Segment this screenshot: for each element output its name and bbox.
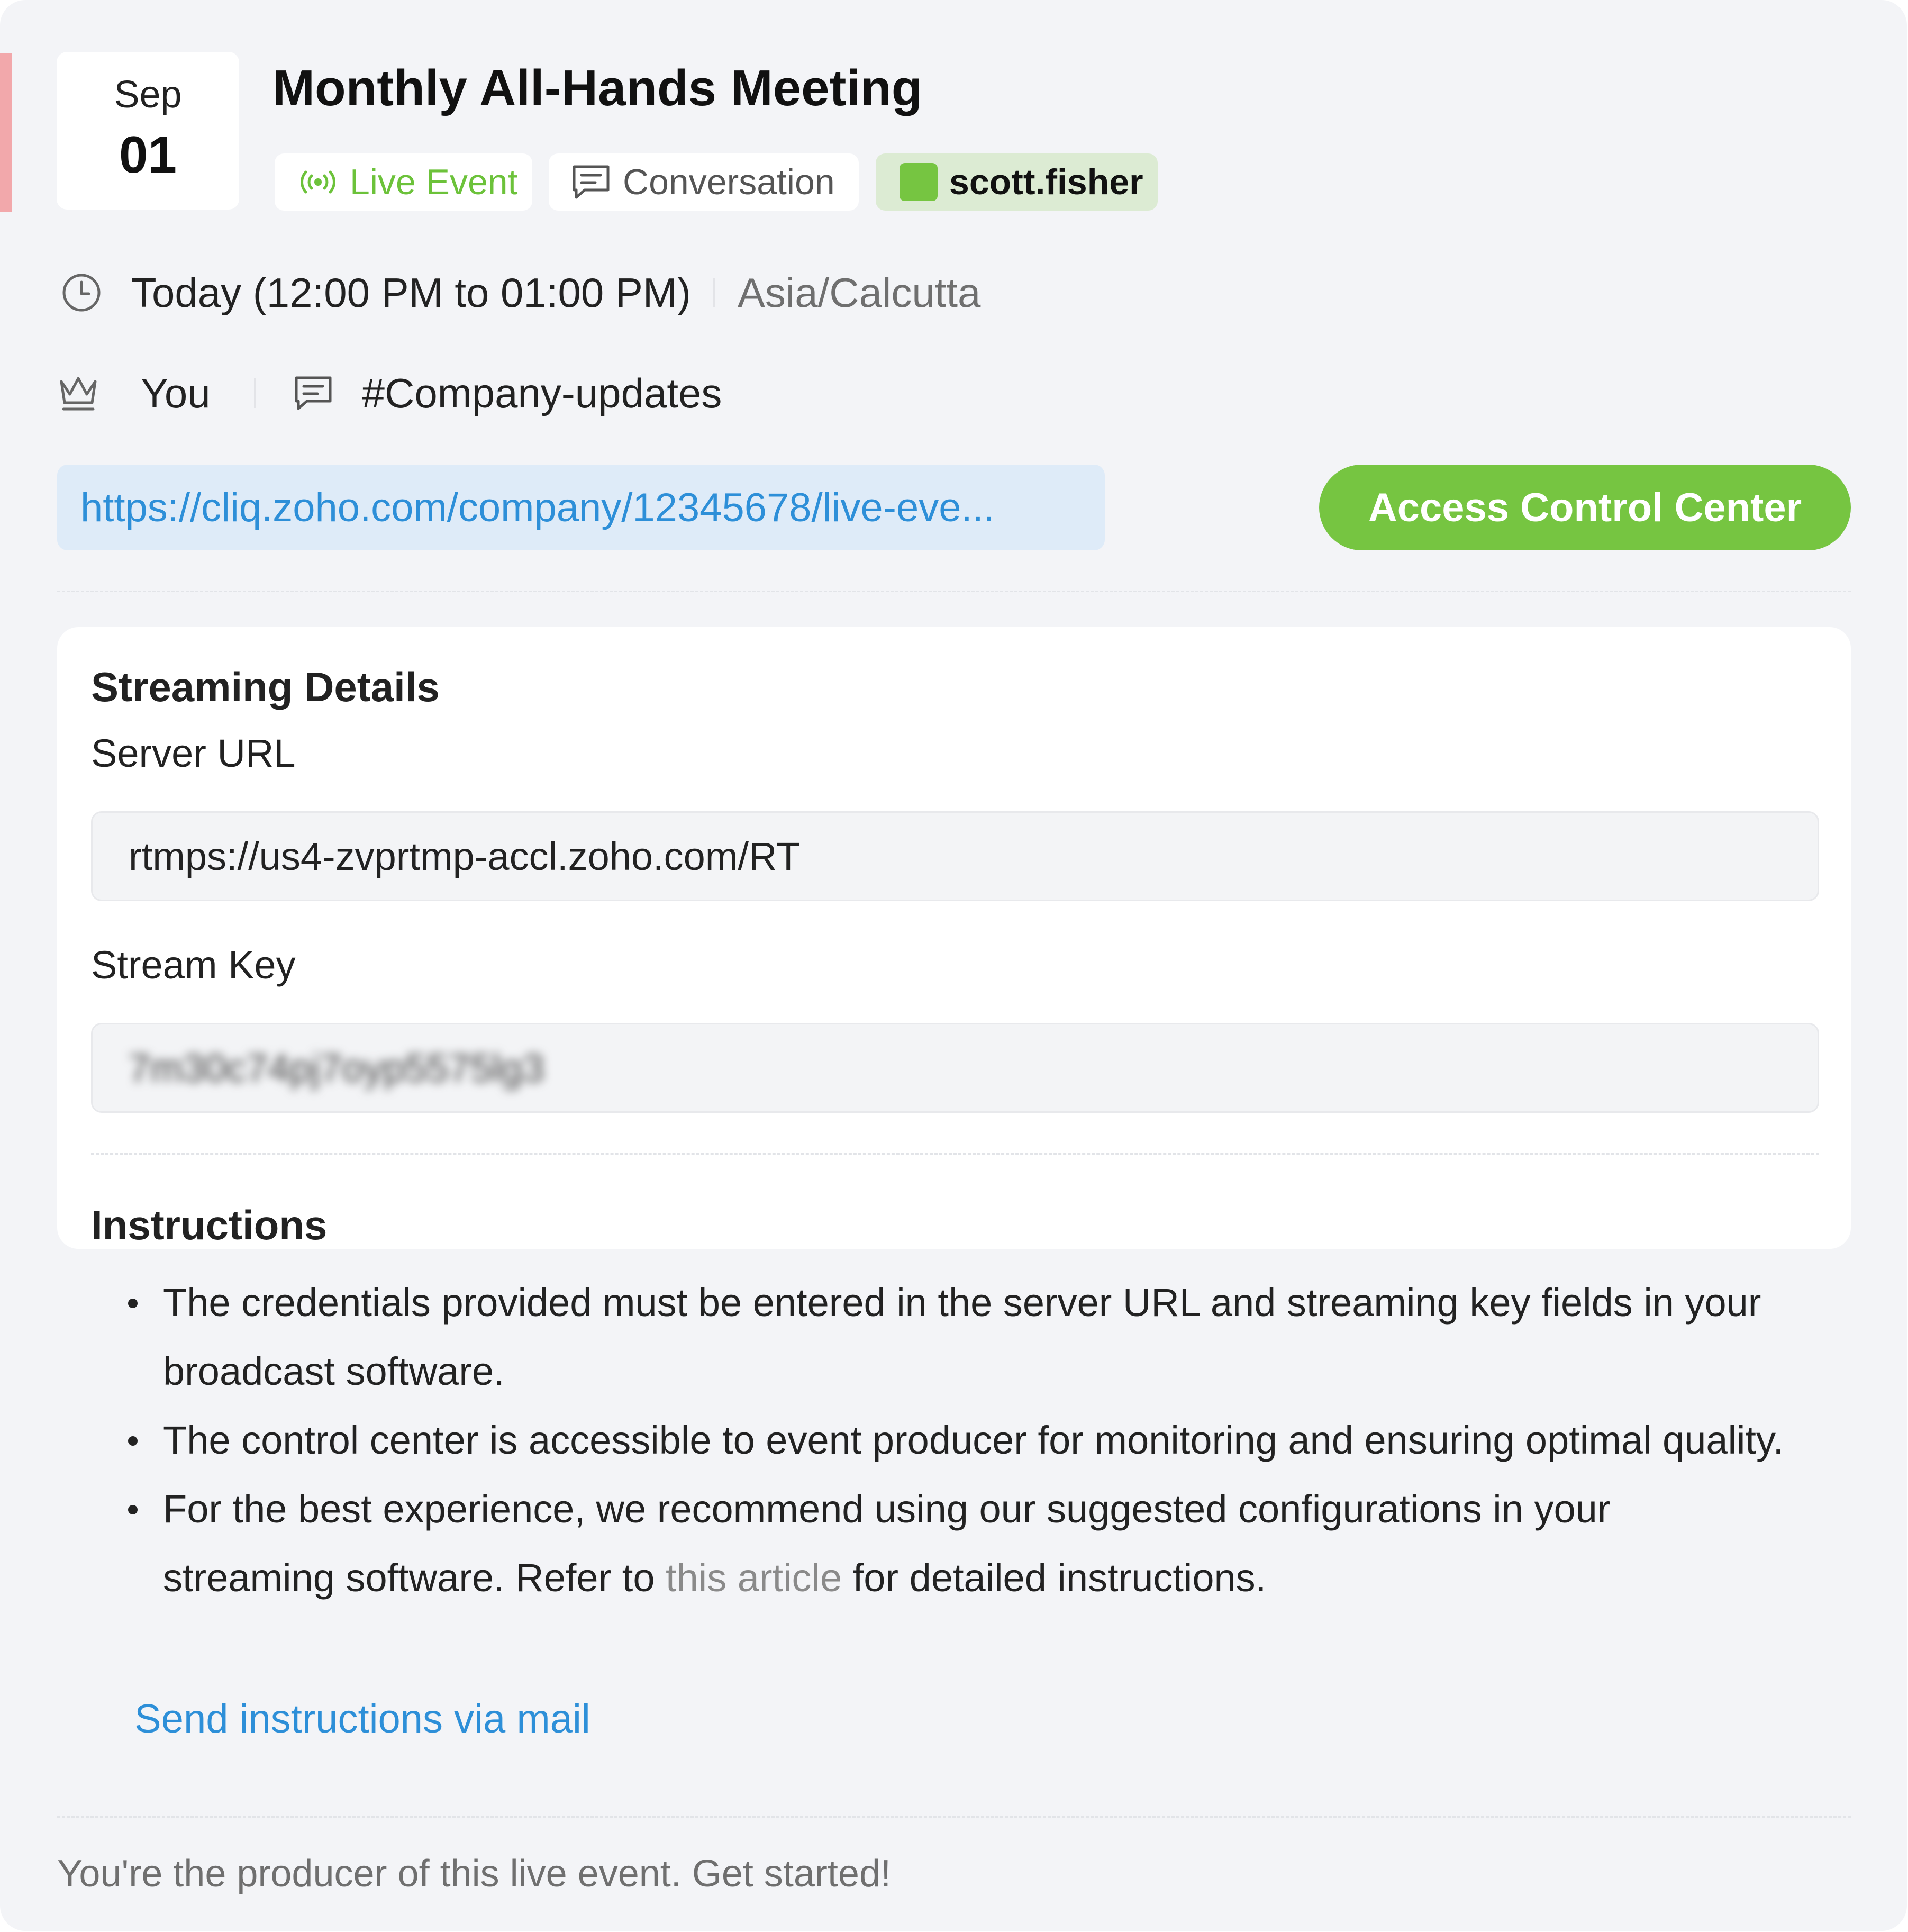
event-timezone: Asia/Calcutta [737,269,981,316]
streaming-details-heading: Streaming Details [91,664,440,710]
live-event-label: Live Event [350,162,518,202]
divider [57,591,1851,592]
divider [57,1816,1851,1818]
user-name: scott.fisher [949,162,1143,202]
list-item [91,1406,1784,1475]
producer-status-text: You're the producer of this live event. Get started! [57,1853,891,1895]
bullet [128,1299,138,1308]
list-item [91,1475,1784,1612]
broadcast-icon [298,170,338,194]
event-producer: You [141,369,211,416]
streaming-details-panel [57,627,1851,1249]
send-instructions-mail-link[interactable]: Send instructions via mail [134,1697,590,1741]
conversation-chip[interactable] [549,153,859,211]
event-accent-bar [0,53,12,212]
chat-icon [571,164,611,201]
bullet [128,1436,138,1446]
event-link[interactable]: https://cliq.zoho.com/company/12345678/live-eve... [57,465,1105,550]
instruction-text: For the best experience, we recommend using our suggested configurations in your streaming software. Refer to [163,1487,1611,1600]
crown-icon [57,373,99,413]
divider [713,278,715,307]
stream-key-label: Stream Key [91,943,296,987]
instruction-text: The control center is accessible to event producer for monitoring and ensuring optimal quality. [163,1418,1784,1462]
this-article-link[interactable]: this article [666,1556,842,1600]
divider [254,378,256,408]
event-time: Today (12:00 PM to 01:00 PM) [131,269,691,316]
access-control-center-button[interactable]: Access Control Center [1319,465,1851,550]
stream-key-field[interactable] [91,1023,1819,1113]
event-channel[interactable]: #Company-updates [361,369,722,416]
server-url-value: rtmps://us4-zvprtmp-accl.zoho.com/RT [129,834,801,878]
instructions-list [91,1268,1784,1612]
instruction-text: The credentials provided must be entered in the server URL and streaming key fields in your broadcast software. [163,1281,1761,1393]
green-square-icon [900,163,938,201]
event-schedule-row [60,264,980,322]
live-event-chip [275,153,532,211]
instruction-text: for detailed instructions. [842,1556,1267,1600]
user-chip[interactable] [876,153,1158,211]
bullet [128,1505,138,1514]
chat-icon [293,375,333,412]
event-month: Sep [114,74,182,116]
list-item [91,1268,1784,1406]
server-url-label: Server URL [91,731,296,775]
stream-key-value: 7m30c74pj7oyp5575lg3 [129,1046,544,1090]
instructions-heading: Instructions [91,1202,328,1248]
divider [91,1153,1819,1155]
conversation-label: Conversation [623,162,835,202]
event-title: Monthly All-Hands Meeting [272,60,923,116]
event-owner-row [57,364,722,422]
event-date-badge [57,52,239,210]
server-url-field[interactable] [91,811,1819,901]
event-day: 01 [119,125,177,184]
clock-icon [60,271,103,314]
